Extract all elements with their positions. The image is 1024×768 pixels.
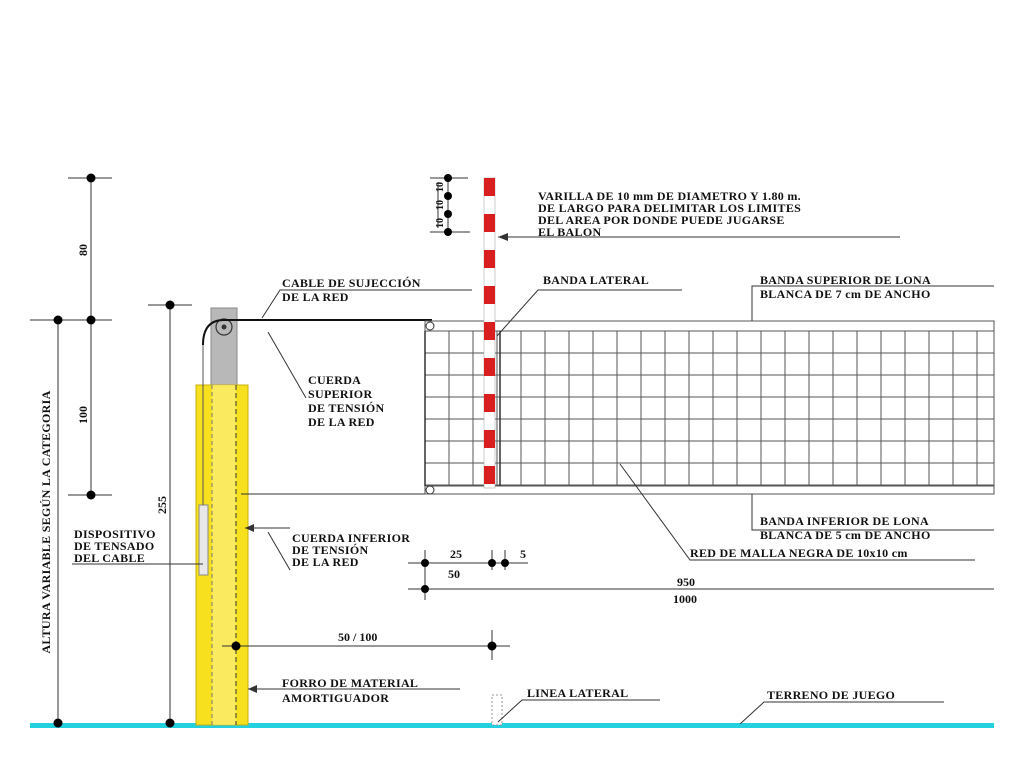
rod-segment-1: 10 (435, 182, 446, 192)
rod-segment-3: 10 (435, 218, 446, 228)
variable-height-dimension (39, 316, 63, 728)
antenna-red-stripe (484, 286, 495, 304)
net-post (196, 308, 248, 725)
antenna-red-stripe (484, 466, 495, 484)
mesh-label: RED DE MALLA NEGRA DE 10x10 cm (690, 546, 908, 560)
rod-annotation (498, 189, 900, 241)
upper-rope-annotation (268, 332, 385, 429)
ground-annotation (740, 688, 944, 724)
lower-rope-line-1: CUERDA INFERIOR (292, 531, 411, 545)
cable-label-line-1: CABLE DE SUJECCIÓN (282, 276, 421, 290)
antenna-red-stripe (484, 214, 495, 232)
dimension-255: 255 (155, 496, 169, 514)
padding-label-line-2: AMORTIGUADOR (282, 691, 390, 705)
cable-label-line-2: DE LA RED (282, 290, 349, 304)
lower-rope-line-2: DE TENSIÓN (292, 543, 369, 557)
pole-offset-dimension (222, 630, 510, 660)
antenna-red-stripe (484, 358, 495, 376)
upper-rope-line-3: DE TENSIÓN (308, 401, 385, 415)
mesh-grid (425, 331, 994, 486)
dimension-100: 100 (76, 406, 90, 424)
rod-segment-2: 10 (435, 200, 446, 210)
antenna-red-stripe (484, 394, 495, 412)
net-top-ring (426, 322, 434, 330)
upper-rope-line-1: CUERDA (308, 373, 362, 387)
rod-label-line-1: VARILLA DE 10 mm DE DIAMETRO Y 1.80 m. (538, 189, 801, 203)
length-dimensions (408, 575, 994, 606)
upper-rope-line-2: SUPERIOR (308, 387, 373, 401)
ground-label: TERRENO DE JUEGO (767, 688, 896, 702)
side-line-marker (492, 695, 502, 725)
bottom-band-label-line-1: BANDA INFERIOR DE LONA (760, 514, 929, 528)
side-band-label: BANDA LATERAL (543, 273, 650, 287)
upper-rope-line-4: DE LA RED (308, 415, 375, 429)
dimension-80: 80 (76, 244, 90, 256)
dimension-50-100: 50 / 100 (338, 630, 378, 644)
dimension-50: 50 (448, 567, 460, 581)
top-band-label-line-2: BLANCA DE 7 cm DE ANCHO (760, 287, 931, 301)
dimension-950: 950 (677, 575, 695, 589)
tension-device-line-1: DISPOSITIVO (74, 527, 156, 541)
pole-height-dimension (148, 301, 192, 728)
height-variable-label: ALTURA VARIABLE SEGÚN LA CATEGORIA (39, 390, 53, 654)
dimension-5: 5 (520, 547, 526, 561)
top-band (425, 321, 994, 331)
tension-device-line-2: DE TENSADO (74, 539, 155, 553)
lower-rope-annotation (245, 524, 410, 570)
ground-line (30, 723, 994, 728)
tension-device-line-3: DEL CABLE (74, 551, 146, 565)
rod-label-line-4: EL BALON (538, 225, 602, 239)
rod-label-line-2: DE LARGO PARA DELIMITAR LOS LIMITES (538, 201, 802, 215)
rod-label-line-3: DEL AREA POR DONDE PUEDE JUGARSE (538, 213, 785, 227)
bottom-band-annotation (752, 494, 994, 542)
side-line-label: LINEA LATERAL (527, 686, 629, 700)
antenna-red-stripe (484, 250, 495, 268)
rod-segment-dimension (430, 174, 470, 236)
mesh-annotation (620, 464, 975, 560)
dimension-25: 25 (450, 547, 462, 561)
top-band-annotation (752, 273, 994, 321)
antenna-red-stripe (484, 322, 495, 340)
lower-rope-line-3: DE LA RED (292, 555, 359, 569)
padding-annotation (248, 676, 460, 705)
cable-annotation (262, 276, 472, 318)
antenna-stripes (484, 178, 495, 484)
dimension-1000: 1000 (673, 592, 697, 606)
antenna-red-stripe (484, 430, 495, 448)
antenna-red-stripe (484, 178, 495, 196)
side-line-annotation (492, 686, 660, 725)
padding-label-line-1: FORRO DE MATERIAL (282, 676, 419, 690)
net-bottom-ring (426, 486, 434, 494)
top-band-label-line-1: BANDA SUPERIOR DE LONA (760, 273, 931, 287)
tension-device-annotation (72, 527, 203, 565)
bottom-band-label-line-2: BLANCA DE 5 cm DE ANCHO (760, 528, 931, 542)
bottom-band (425, 486, 994, 494)
